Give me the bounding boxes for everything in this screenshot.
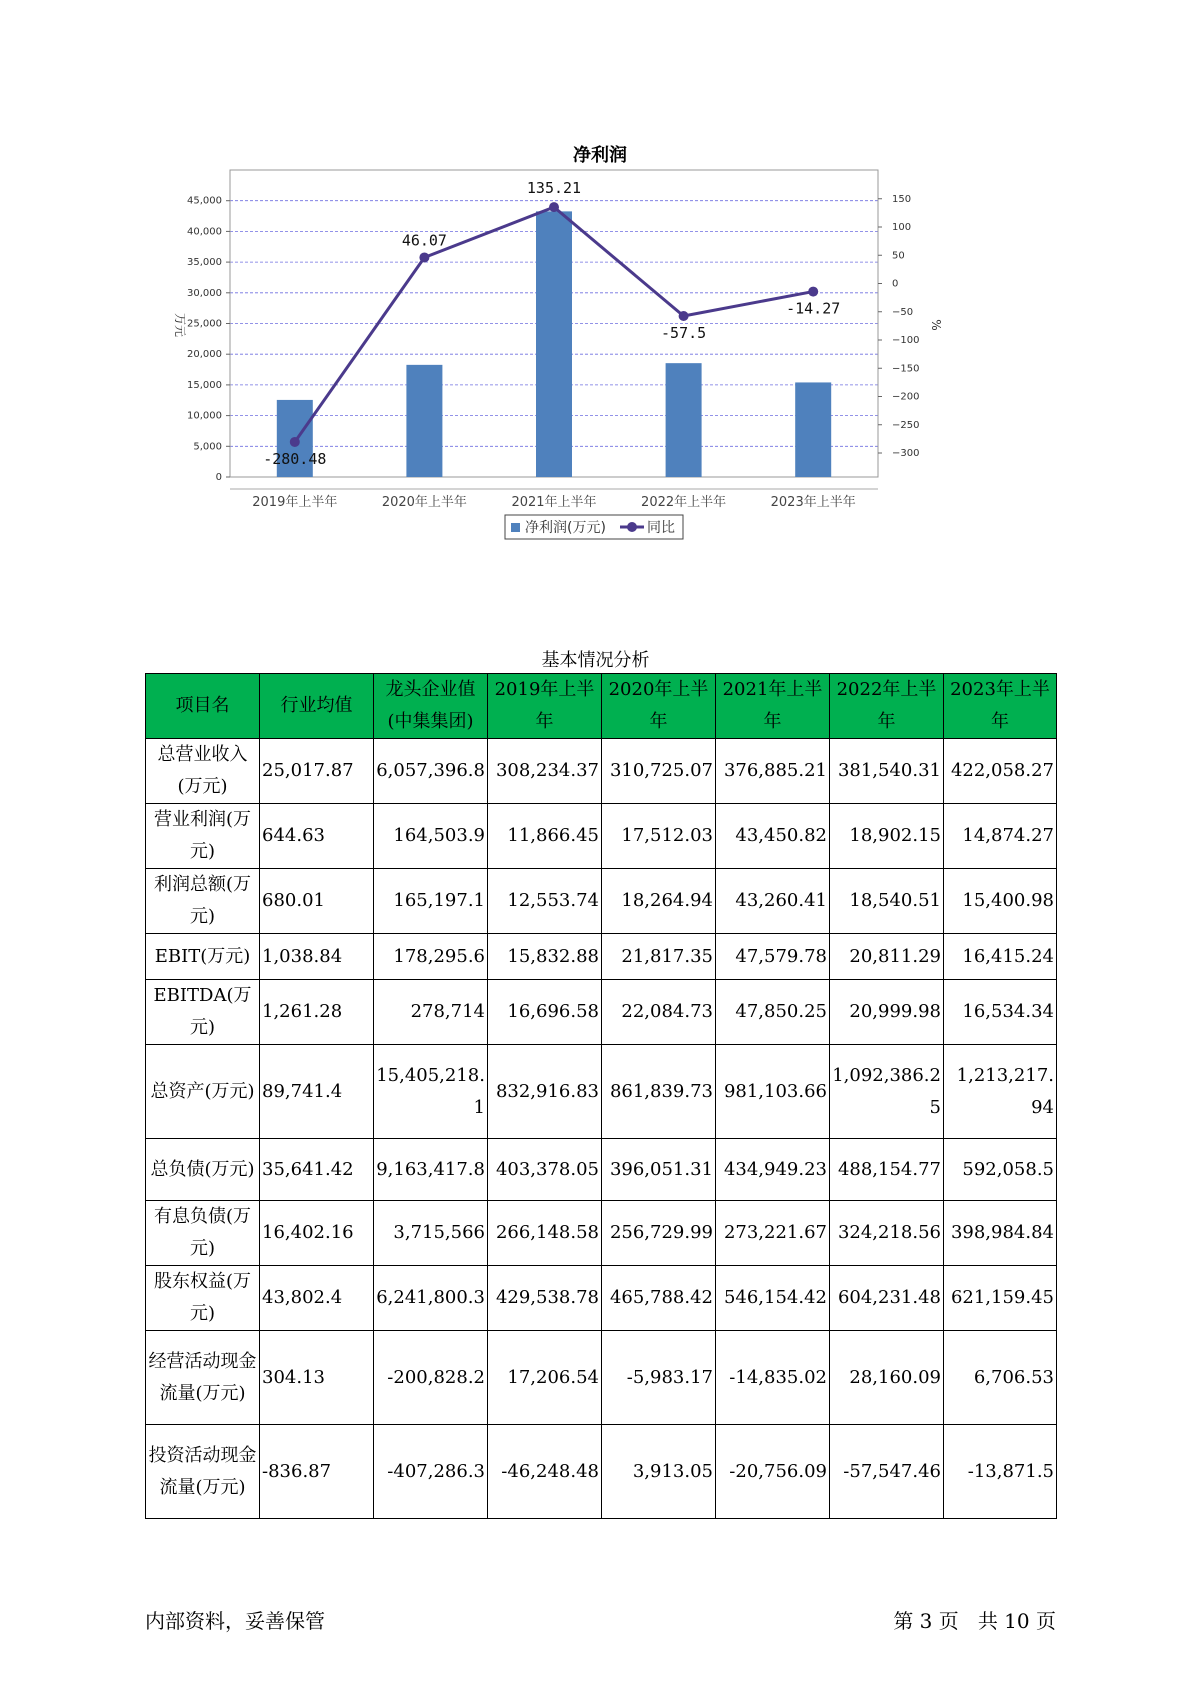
legend-bar-swatch <box>511 523 520 532</box>
table-cell: 16,534.34 <box>944 980 1057 1045</box>
bar <box>536 211 572 477</box>
table-cell: 15,400.98 <box>944 869 1057 934</box>
data-label: -280.48 <box>263 449 327 468</box>
y-tick-label: 45,000 <box>187 195 222 207</box>
table-cell: 546,154.42 <box>716 1266 830 1331</box>
y-tick-label: 0 <box>215 472 222 483</box>
table-cell: 16,696.58 <box>488 980 602 1045</box>
table-cell: 16,415.24 <box>944 934 1057 980</box>
net-profit-chart <box>160 135 1040 605</box>
table-title: 基本情况分析 <box>541 650 650 671</box>
header-cell: 2022年上半年 <box>830 674 944 739</box>
row-label: EBIT(万元) <box>146 934 260 980</box>
bar <box>406 365 442 477</box>
data-label: 135.21 <box>526 179 582 198</box>
table-cell: 20,811.29 <box>830 934 944 980</box>
table-cell: 35,641.42 <box>260 1139 374 1201</box>
y2-tick-label: −50 <box>892 306 914 318</box>
table-cell: 398,984.84 <box>944 1201 1057 1266</box>
table-cell: 6,241,800.3 <box>374 1266 488 1331</box>
y2-tick-label: 100 <box>892 222 912 233</box>
table-cell: 14,874.27 <box>944 804 1057 869</box>
footer-confidential: 内部资料，妥善保管 <box>145 1609 325 1633</box>
table-cell: 592,058.5 <box>944 1139 1057 1201</box>
y-tick-label: 35,000 <box>187 257 222 269</box>
table-cell: 47,850.25 <box>716 980 830 1045</box>
table-cell: 324,218.56 <box>830 1201 944 1266</box>
table-cell: -20,756.09 <box>716 1425 830 1519</box>
legend-bar-label: 净利润(万元) <box>525 520 606 536</box>
y-tick-label: 25,000 <box>187 318 222 330</box>
y2-tick-label: −150 <box>892 363 920 375</box>
table-header-row <box>146 674 1057 739</box>
header-cell: 2021年上半年 <box>716 674 830 739</box>
header-cell: 2020年上半年 <box>602 674 716 739</box>
row-label: 总营业收入(万元) <box>146 739 260 804</box>
table-row <box>146 869 1057 934</box>
table-row <box>146 1201 1057 1266</box>
table-cell: 429,538.78 <box>488 1266 602 1331</box>
y-axis-label: 万元 <box>173 312 187 338</box>
table-cell: -407,286.3 <box>374 1425 488 1519</box>
table-cell: -836.87 <box>260 1425 374 1519</box>
y-tick-label: 30,000 <box>187 287 222 299</box>
table-cell: 18,540.51 <box>830 869 944 934</box>
table-cell: 488,154.77 <box>830 1139 944 1201</box>
table-cell: 434,949.23 <box>716 1139 830 1201</box>
y-tick-label: 15,000 <box>187 379 222 391</box>
table-cell: -200,828.2 <box>374 1331 488 1425</box>
table-cell: 273,221.67 <box>716 1201 830 1266</box>
legend-line-marker <box>627 522 637 532</box>
y-tick-label: 20,000 <box>187 349 222 361</box>
x-tick-label: 2022年上半年 <box>641 495 727 510</box>
table-cell: 43,802.4 <box>260 1266 374 1331</box>
table-cell: 1,213,217.94 <box>944 1045 1057 1139</box>
table-cell: -46,248.48 <box>488 1425 602 1519</box>
table-cell: 18,264.94 <box>602 869 716 934</box>
table-row <box>146 804 1057 869</box>
y2-tick-label: −300 <box>892 448 920 459</box>
table-row <box>146 1425 1057 1519</box>
header-cell: 2019年上半年 <box>488 674 602 739</box>
header-cell: 项目名 <box>146 674 260 739</box>
table-cell: 308,234.37 <box>488 739 602 804</box>
data-label: 46.07 <box>401 231 447 250</box>
table-cell: 17,206.54 <box>488 1331 602 1425</box>
table-cell: 22,084.73 <box>602 980 716 1045</box>
table-cell: 89,741.4 <box>260 1045 374 1139</box>
table-cell: 1,092,386.25 <box>830 1045 944 1139</box>
yoy-point <box>679 311 689 321</box>
table-cell: 15,832.88 <box>488 934 602 980</box>
row-label: 总资产(万元) <box>146 1045 260 1139</box>
table-cell: 43,260.41 <box>716 869 830 934</box>
table-cell: -14,835.02 <box>716 1331 830 1425</box>
row-label: 营业利润(万元) <box>146 804 260 869</box>
yoy-point <box>419 252 429 262</box>
table-cell: 164,503.9 <box>374 804 488 869</box>
table-cell: 47,579.78 <box>716 934 830 980</box>
table-cell: 3,913.05 <box>602 1425 716 1519</box>
table-cell: 832,916.83 <box>488 1045 602 1139</box>
table-cell: 1,261.28 <box>260 980 374 1045</box>
table-row <box>146 739 1057 804</box>
row-label: 总负债(万元) <box>146 1139 260 1201</box>
row-label: 投资活动现金流量(万元) <box>146 1425 260 1519</box>
x-tick-label: 2020年上半年 <box>381 495 467 510</box>
y2-tick-label: −100 <box>892 335 920 346</box>
row-label: EBITDA(万元) <box>146 980 260 1045</box>
table-cell: 9,163,417.8 <box>374 1139 488 1201</box>
table-cell: 396,051.31 <box>602 1139 716 1201</box>
table-cell: 376,885.21 <box>716 739 830 804</box>
table-cell: -5,983.17 <box>602 1331 716 1425</box>
header-cell: 2023年上半年 <box>944 674 1057 739</box>
yoy-point <box>808 287 818 297</box>
table-cell: 21,817.35 <box>602 934 716 980</box>
chart-svg <box>160 135 1040 605</box>
row-label: 经营活动现金流量(万元) <box>146 1331 260 1425</box>
table-cell: 17,512.03 <box>602 804 716 869</box>
table-cell: 310,725.07 <box>602 739 716 804</box>
table-cell: 28,160.09 <box>830 1331 944 1425</box>
table-cell: 422,058.27 <box>944 739 1057 804</box>
table-row <box>146 934 1057 980</box>
table-cell: 861,839.73 <box>602 1045 716 1139</box>
table-row <box>146 1331 1057 1425</box>
info-table <box>145 673 1057 1519</box>
y-tick-label: 40,000 <box>187 226 222 238</box>
y2-axis-label: % <box>929 319 943 331</box>
y-tick-label: 5,000 <box>193 441 222 453</box>
table-cell: 1,038.84 <box>260 934 374 980</box>
table-cell: 165,197.1 <box>374 869 488 934</box>
table-cell: 644.63 <box>260 804 374 869</box>
x-tick-label: 2023年上半年 <box>770 495 856 510</box>
table-row <box>146 1266 1057 1331</box>
yoy-point <box>549 202 559 212</box>
table-cell: 15,405,218.1 <box>374 1045 488 1139</box>
table-cell: -13,871.5 <box>944 1425 1057 1519</box>
table-row <box>146 1139 1057 1201</box>
table-cell: 278,714 <box>374 980 488 1045</box>
table-row <box>146 980 1057 1045</box>
bar <box>666 363 702 477</box>
table-row <box>146 1045 1057 1139</box>
table-cell: 12,553.74 <box>488 869 602 934</box>
data-label: -14.27 <box>786 299 841 318</box>
y2-tick-label: −200 <box>892 391 920 403</box>
table-cell: 3,715,566 <box>374 1201 488 1266</box>
table-cell: 381,540.31 <box>830 739 944 804</box>
bar <box>795 382 831 477</box>
y2-tick-label: 150 <box>892 193 912 205</box>
y2-tick-label: 0 <box>892 278 899 290</box>
table-cell: 16,402.16 <box>260 1201 374 1266</box>
table-cell: 256,729.99 <box>602 1201 716 1266</box>
row-label: 利润总额(万元) <box>146 869 260 934</box>
table-cell: -57,547.46 <box>830 1425 944 1519</box>
table-cell: 621,159.45 <box>944 1266 1057 1331</box>
legend-line-label: 同比 <box>647 520 675 536</box>
table-cell: 981,103.66 <box>716 1045 830 1139</box>
chart-title: 净利润 <box>573 145 627 166</box>
x-tick-label: 2021年上半年 <box>511 495 597 510</box>
table-cell: 18,902.15 <box>830 804 944 869</box>
table-cell: 465,788.42 <box>602 1266 716 1331</box>
table-cell: 25,017.87 <box>260 739 374 804</box>
table-cell: 43,450.82 <box>716 804 830 869</box>
table-cell: 680.01 <box>260 869 374 934</box>
header-cell: 行业均值 <box>260 674 374 739</box>
header-cell: 龙头企业值(中集集团) <box>374 674 488 739</box>
table-cell: 11,866.45 <box>488 804 602 869</box>
y-tick-label: 10,000 <box>187 410 222 422</box>
data-label: -57.5 <box>661 323 707 342</box>
table-cell: 403,378.05 <box>488 1139 602 1201</box>
y2-tick-label: 50 <box>892 250 905 262</box>
table-cell: 604,231.48 <box>830 1266 944 1331</box>
table-cell: 304.13 <box>260 1331 374 1425</box>
table-cell: 6,706.53 <box>944 1331 1057 1425</box>
table-cell: 6,057,396.8 <box>374 739 488 804</box>
x-tick-label: 2019年上半年 <box>252 495 338 510</box>
table-cell: 20,999.98 <box>830 980 944 1045</box>
footer-page-number: 第 3 页 共 10 页 <box>893 1609 1056 1633</box>
row-label: 有息负债(万元) <box>146 1201 260 1266</box>
table-cell: 266,148.58 <box>488 1201 602 1266</box>
row-label: 股东权益(万元) <box>146 1266 260 1331</box>
table-cell: 178,295.6 <box>374 934 488 980</box>
y2-tick-label: −250 <box>892 419 920 431</box>
yoy-point <box>290 437 300 447</box>
